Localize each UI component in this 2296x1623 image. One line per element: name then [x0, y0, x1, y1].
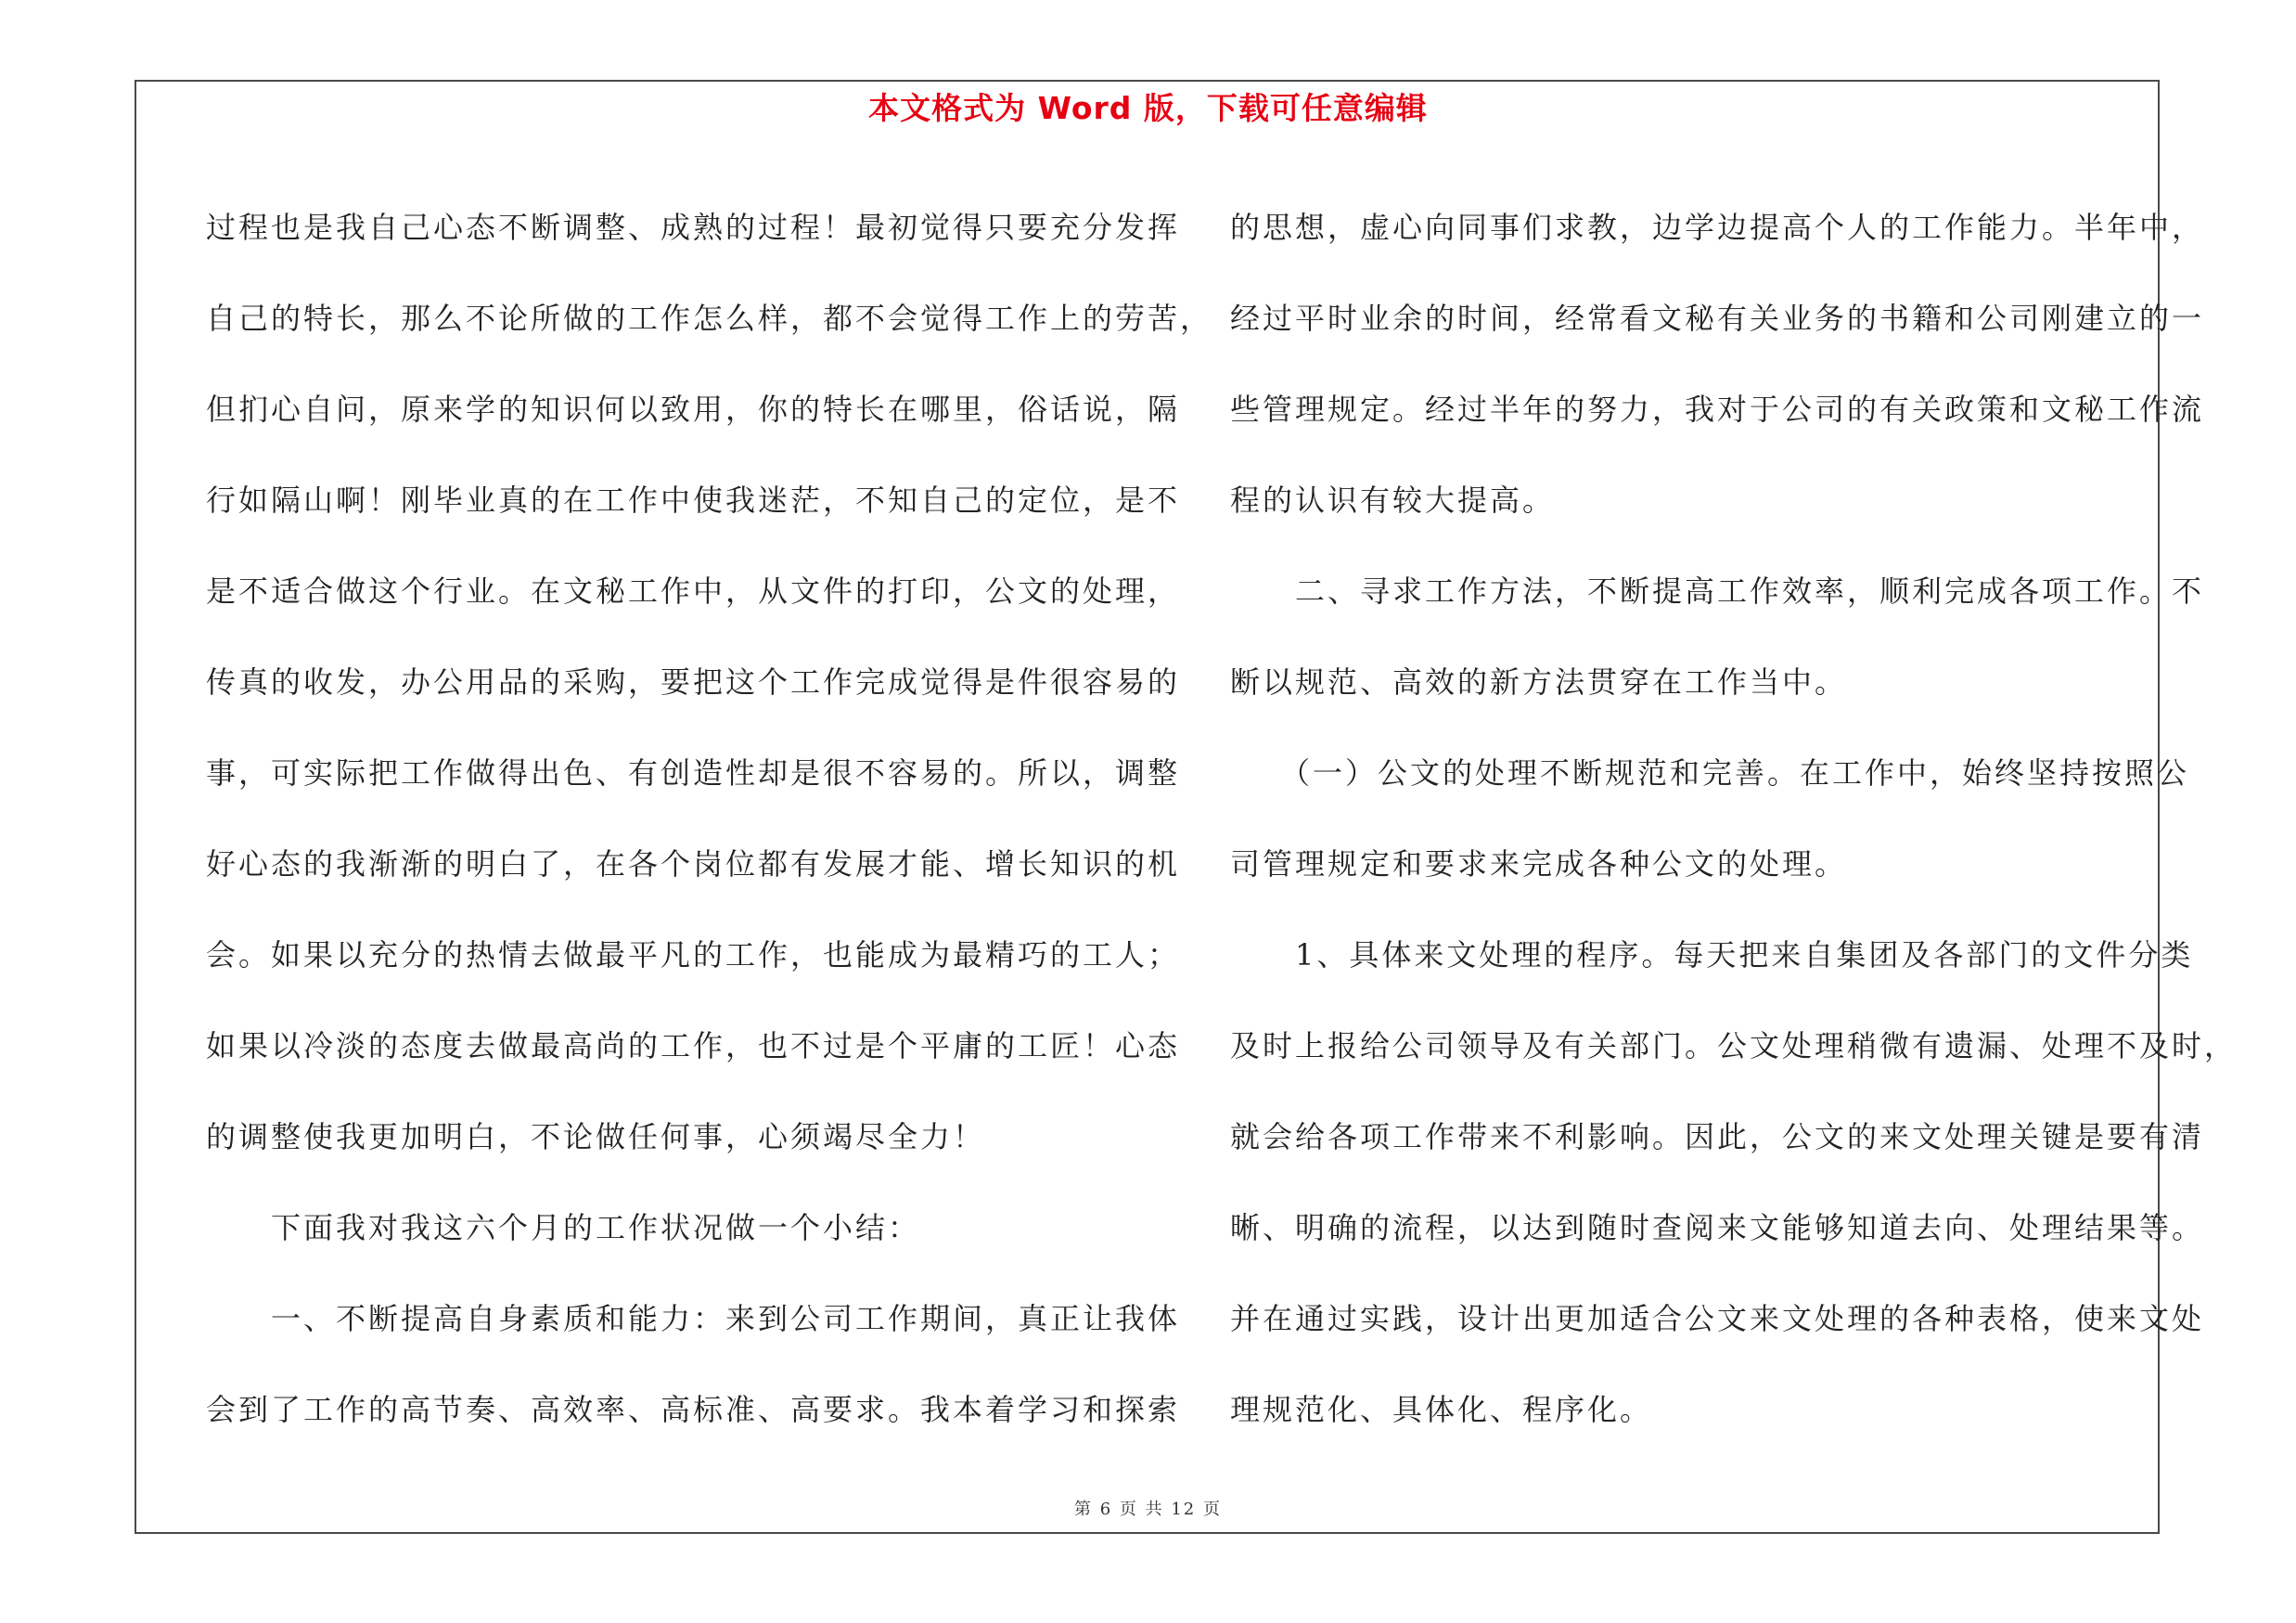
text-line: 断以规范、高效的新方法贯穿在工作当中。 — [1230, 664, 1848, 700]
text-line: 行如隔山啊！刚毕业真的在工作中使我迷茫，不知自己的定位，是不 — [206, 483, 1181, 518]
text-line: 1、具体来文处理的程序。每天把来自集团及各部门的文件分类 — [1230, 937, 2194, 973]
text-line: 的调整使我更加明白，不论做任何事，心须竭尽全力！ — [206, 1119, 986, 1154]
editable-format-banner: 本文格式为 Word 版，下载可任意编辑 — [868, 90, 1428, 126]
text-line: 但扪心自问，原来学的知识何以致用，你的特长在哪里，俗话说，隔 — [206, 392, 1181, 427]
text-line: 并在通过实践，设计出更加适合公文来文处理的各种表格，使来文处 — [1230, 1301, 2205, 1336]
text-line: 及时上报给公司领导及有关部门。公文处理稍微有遗漏、处理不及时， — [1230, 1028, 2238, 1063]
text-line: 下面我对我这六个月的工作状况做一个小结： — [206, 1210, 921, 1245]
text-line: 会到了工作的高节奏、高效率、高标准、高要求。我本着学习和探索 — [206, 1392, 1181, 1427]
text-line: 好心态的我渐渐的明白了，在各个岗位都有发展才能、增长知识的机 — [206, 846, 1181, 882]
text-line: 程的认识有较大提高。 — [1230, 483, 1556, 518]
text-line: 事，可实际把工作做得出色、有创造性却是很不容易的。所以，调整 — [206, 755, 1181, 791]
text-line: 二、寻求工作方法，不断提高工作效率，顺利完成各项工作。不 — [1230, 573, 2205, 609]
left-text-column — [206, 182, 1213, 1455]
page-number-footer: 第 6 页 共 12 页 — [1074, 1500, 1222, 1519]
text-line: 经过平时业余的时间，经常看文秘有关业务的书籍和公司刚建立的一 — [1230, 301, 2205, 336]
text-line: 一、不断提高自身素质和能力：来到公司工作期间，真正让我体 — [206, 1301, 1181, 1336]
text-line: 理规范化、具体化、程序化。 — [1230, 1392, 1653, 1427]
text-line: 司管理规定和要求来完成各种公文的处理。 — [1230, 846, 1848, 882]
text-line: 自己的特长，那么不论所做的工作怎么样，都不会觉得工作上的劳苦， — [206, 301, 1213, 336]
text-line: 的思想，虚心向同事们求教，边学边提高个人的工作能力。半年中， — [1230, 210, 2205, 245]
text-line: （一）公文的处理不断规范和完善。在工作中，始终坚持按照公 — [1230, 755, 2190, 791]
text-line: 就会给各项工作带来不利影响。因此，公文的来文处理关键是要有清 — [1230, 1119, 2205, 1154]
text-line: 如果以冷淡的态度去做最高尚的工作，也不过是个平庸的工匠！心态 — [206, 1028, 1181, 1063]
text-line: 传真的收发，办公用品的采购，要把这个工作完成觉得是件很容易的 — [206, 664, 1181, 700]
text-line: 会。如果以充分的热情去做最平凡的工作，也能成为最精巧的工人； — [206, 937, 1181, 973]
right-text-column — [1230, 182, 2238, 1455]
text-line: 些管理规定。经过半年的努力，我对于公司的有关政策和文秘工作流 — [1230, 392, 2205, 427]
text-line: 是不适合做这个行业。在文秘工作中，从文件的打印，公文的处理， — [206, 573, 1181, 609]
text-line: 晰、明确的流程，以达到随时查阅来文能够知道去向、处理结果等。 — [1230, 1210, 2205, 1245]
text-line: 过程也是我自己心态不断调整、成熟的过程！最初觉得只要充分发挥 — [206, 210, 1181, 245]
